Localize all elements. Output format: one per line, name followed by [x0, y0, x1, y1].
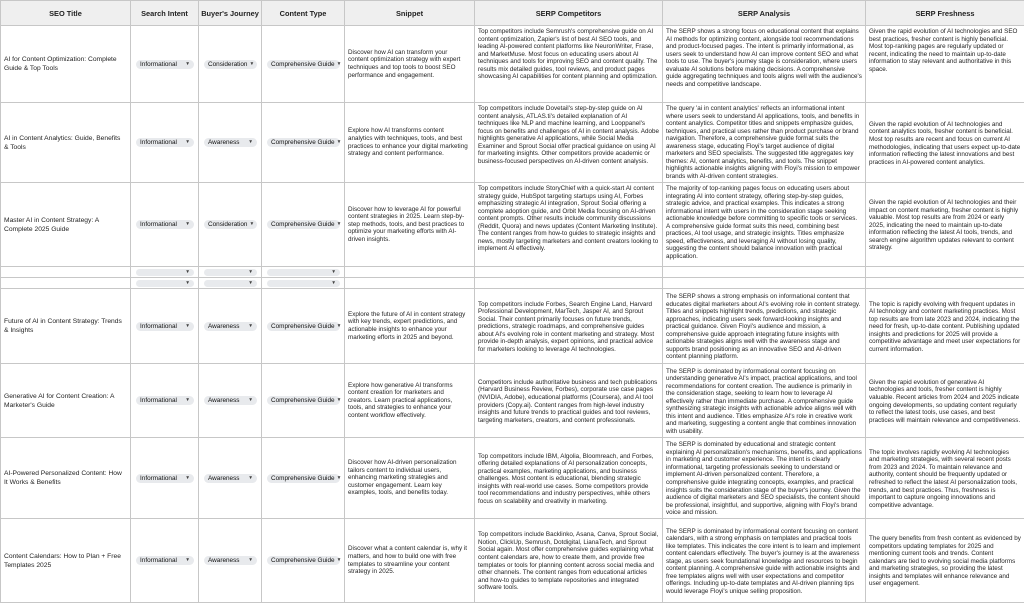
content-type-cell[interactable] [262, 103, 345, 183]
dropdown-value: Comprehensive Guide [271, 396, 335, 405]
dropdown-value: Informational [140, 322, 177, 331]
dropdown-value: Awareness [208, 396, 240, 405]
header-serp-competitors[interactable]: SERP Competitors [475, 1, 663, 26]
empty-cell[interactable] [663, 278, 866, 289]
header-serp-analysis[interactable]: SERP Analysis [663, 1, 866, 26]
serp-freshness-cell[interactable]: The query benefits from fresh content as evidenced by competitors updating templates for 2025 and mentioning current tools and trends. Content calendars are tied to evolving social media platforms and marketing strategies, so providing the latest insights and templates will enhance relevance and user engagement. [866, 519, 1024, 603]
search-intent-dropdown[interactable] [136, 556, 194, 565]
content-type-cell[interactable] [262, 183, 345, 267]
content-type-cell[interactable] [262, 26, 345, 103]
buyers-journey-dropdown[interactable] [204, 556, 257, 565]
search-intent-cell[interactable] [131, 519, 199, 603]
content-type-dropdown[interactable] [267, 138, 340, 147]
serp-analysis-cell[interactable]: The SERP is dominated by informational content focusing on understanding generative AI's impact, practical applications, and tool recommendations for content creation. The audience is primarily in the consideration stage, seeking to learn how to leverage AI effectively rather than immediate purchase. A comprehensive guide synthesizing strategic insights with actionable advice aligns well with this intent and audience. Titles emphasize AI's role in creative work and marketing, suggesting a content angle that combines innovation with usability. [663, 364, 866, 438]
content-type-cell[interactable] [262, 519, 345, 603]
dropdown-arrow-icon: ▼ [185, 396, 190, 405]
snippet-cell[interactable]: Discover how AI-driven personalization tailors content to individual users, enhancing marketing strategies and customer engagement. Learn key examples, tools, and benefits today. [345, 438, 475, 519]
content-type-dropdown[interactable] [267, 220, 340, 229]
serp-analysis-cell[interactable]: The SERP shows a strong emphasis on informational content that educates digital marketers about AI's evolving role in content strategy. Titles and snippets highlight trends, predictions, and strategic approaches, indicating users seek forward-looking insights and practical guidance. Given Floyi's audience and mission, a comprehensive guide approach integrating future insights with actionable strategies aligns well with the awareness stage and supports brand positioning as an innovative SEO and AI-driven content planning platform. [663, 289, 866, 364]
seo-title-cell[interactable]: Generative AI for Content Creation: A Marketer's Guide [1, 364, 131, 438]
dropdown-value: Comprehensive Guide [271, 220, 335, 229]
dropdown-value: Informational [140, 60, 177, 69]
buyers-journey-dropdown[interactable] [204, 60, 257, 69]
content-type-cell[interactable] [262, 364, 345, 438]
seo-title-cell[interactable]: Future of AI in Content Strategy: Trends & Insights [1, 289, 131, 364]
empty-row [1, 278, 1024, 289]
table-row [1, 26, 1024, 103]
header-buyers-journey[interactable]: Buyer's Journey [199, 1, 262, 26]
dropdown-arrow-icon: ▼ [248, 138, 253, 147]
snippet-cell[interactable]: Explore how generative AI transforms content creation for marketers and creators. Learn practical applications, tools, and strategies to enhance your content workflow effectively. [345, 364, 475, 438]
content-type-dropdown[interactable] [267, 269, 340, 276]
dropdown-arrow-icon: ▼ [248, 474, 253, 483]
table-row [1, 289, 1024, 364]
buyers-journey-cell[interactable] [199, 26, 262, 103]
dropdown-arrow-icon: ▼ [248, 556, 253, 565]
dropdown-arrow-icon: ▼ [337, 138, 342, 147]
content-type-dropdown[interactable] [267, 322, 340, 331]
dropdown-value: Informational [140, 220, 177, 229]
dropdown-value: Informational [140, 396, 177, 405]
dropdown-arrow-icon: ▼ [248, 268, 253, 277]
content-type-dropdown[interactable] [267, 280, 340, 287]
content-type-dropdown[interactable] [267, 474, 340, 483]
dropdown-arrow-icon: ▼ [337, 322, 342, 331]
empty-cell[interactable] [866, 278, 1024, 289]
table-row [1, 438, 1024, 519]
buyers-journey-cell[interactable] [199, 103, 262, 183]
dropdown-arrow-icon: ▼ [185, 474, 190, 483]
snippet-cell[interactable]: Explore how AI transforms content analytics with techniques, tools, and best practices to enhance your digital marketing strategy and content performance. [345, 103, 475, 183]
serp-competitors-cell[interactable]: Top competitors include Forbes, Search Engine Land, Harvard Professional Development, MarTech, Jasper AI, and Sprout Social. Their content primarily focuses on future trends, predictions, strategic roadmaps, and comprehensive guides about AI's evolving role in content marketing and strategy. Most provide in-depth analysis, expert opinions, and practical advice for marketers looking to leverage AI technologies. [475, 289, 663, 364]
buyers-journey-cell[interactable] [199, 289, 262, 364]
serp-competitors-cell[interactable]: Top competitors include Semrush's comprehensive guide on AI content optimization, Zapier's list of best AI SEO tools, and leading AI-powered content platforms like NeuronWriter, Frase, and MarketMuse. Most focus on educating users about AI techniques and tools for improving SEO and content quality. The results mix detailed guides, tool reviews, and product pages showcasing AI capabilities for content planning and optimization. [475, 26, 663, 103]
dropdown-value: Informational [140, 474, 177, 483]
dropdown-arrow-icon: ▼ [249, 60, 254, 69]
empty-row [1, 267, 1024, 278]
buyers-journey-dropdown[interactable] [204, 280, 257, 287]
serp-freshness-cell[interactable]: Given the rapid evolution of AI technologies and content analytics tools, fresher content is beneficial. Most top results are recent and focus on current AI methodologies, indicating that users expect up-to-date information reflecting the latest innovations and best practices in AI-powered content analytics. [866, 103, 1024, 183]
dropdown-value: Informational [140, 138, 177, 147]
serp-freshness-cell[interactable]: Given the rapid evolution of AI technologies and SEO best practices, fresher content is highly beneficial. Most top-ranking pages are regularly updated or recent, indicating the need to maintain up-to-date information to stay relevant and authoritative in this space. [866, 26, 1024, 103]
serp-competitors-cell[interactable]: Top competitors include Dovetail's step-by-step guide on AI content analysis, ATLAS.ti's detailed explanation of AI techniques like NLP and machine learning, and Looppanel's focus on benefits and challenges of AI in content analysis. Adobe highlights generative AI applications, while Social Media Examiner and Sprout Social offer practical guidance on using AI for marketing insights. Other competitors provide academic or business-focused perspectives on AI-driven content analysis. [475, 103, 663, 183]
dropdown-arrow-icon: ▼ [337, 396, 342, 405]
content-type-dropdown[interactable] [267, 556, 340, 565]
table-row [1, 183, 1024, 267]
dropdown-arrow-icon: ▼ [337, 220, 342, 229]
dropdown-arrow-icon: ▼ [248, 396, 253, 405]
dropdown-value: Awareness [208, 474, 240, 483]
buyers-journey-cell[interactable] [199, 438, 262, 519]
dropdown-arrow-icon: ▼ [337, 60, 342, 69]
search-intent-cell[interactable] [131, 438, 199, 519]
header-serp-freshness[interactable]: SERP Freshness [866, 1, 1024, 26]
seo-title-cell[interactable]: Content Calendars: How to Plan + Free Templates 2025 [1, 519, 131, 603]
snippet-cell[interactable]: Discover how AI can transform your content optimization strategy with expert techniques and top tools to boost SEO performance and engagement. [345, 26, 475, 103]
table-row [1, 519, 1024, 603]
dropdown-arrow-icon: ▼ [185, 279, 190, 288]
search-intent-dropdown[interactable] [136, 220, 194, 229]
empty-cell[interactable] [663, 267, 866, 278]
dropdown-arrow-icon: ▼ [185, 268, 190, 277]
dropdown-value: Comprehensive Guide [271, 474, 335, 483]
search-intent-dropdown[interactable] [136, 322, 194, 331]
serp-analysis-cell[interactable]: The SERP is dominated by informational content focusing on content calendars, with a strong emphasis on templates and practical tools like templates. This indicates the core intent is to learn and implement content calendars effectively. The buyer's journey is at the awareness stage, as users seek foundational knowledge and resources to begin content planning. A comprehensive guide with actionable insights and free templates aligns well with user expectations and competitor offerings. Including up-to-date templates and AI-driven planning tips would leverage Floyi's unique selling proposition. [663, 519, 866, 603]
serp-analysis-cell[interactable]: The majority of top-ranking pages focus on educating users about integrating AI into content strategy, offering step-by-step guides, strategic advice, and practical examples. This indicates a strong informational intent with users in the consideration stage seeking actionable knowledge before committing to specific tools or services. A comprehensive guide format suits this need, combining best practices, AI tool usage, and strategic insights. Titles emphasize speed, effectiveness, and leveraging AI without losing quality, suggesting the content should balance innovation with practical application. [663, 183, 866, 267]
dropdown-value: Consideration [208, 60, 247, 69]
search-intent-cell[interactable] [131, 267, 199, 278]
buyers-journey-dropdown[interactable] [204, 396, 257, 405]
serp-analysis-cell[interactable]: The SERP shows a strong focus on educational content that explains AI methods for optimizing content, alongside tool recommendations and product-focused pages. The intent is primarily informational, as users seek to understand how AI can improve content SEO and what tools to use. The buyer's journey stage is consideration, where users evaluate AI solutions before making decisions. A comprehensive guide aggregating techniques and tools aligns well with the audience's needs and competitive landscape. [663, 26, 866, 103]
serp-freshness-cell[interactable]: Given the rapid evolution of generative AI technologies and tools, fresher content is highly valuable. Recent articles from 2024 and 2025 indicate ongoing developments, so updating content regularly to reflect the latest tools, use cases, and best practices will maintain relevance and competitiveness. [866, 364, 1024, 438]
search-intent-dropdown[interactable] [136, 60, 194, 69]
content-type-dropdown[interactable] [267, 60, 340, 69]
serp-competitors-cell[interactable]: Top competitors include IBM, Algolia, Bloomreach, and Forbes, offering detailed explanations of AI personalization concepts, practical examples, marketing applications, and business challenges. Most content is educational, blending strategic insights with real-world use cases. Some competitors provide tool recommendations and industry perspectives, while others focus on scalability and creativity in marketing. [475, 438, 663, 519]
buyers-journey-cell[interactable] [199, 183, 262, 267]
dropdown-arrow-icon: ▼ [331, 279, 336, 288]
dropdown-arrow-icon: ▼ [337, 474, 342, 483]
header-search-intent[interactable]: Search Intent [131, 1, 199, 26]
empty-cell[interactable] [1, 267, 131, 278]
empty-cell[interactable] [345, 278, 475, 289]
dropdown-arrow-icon: ▼ [185, 60, 190, 69]
dropdown-arrow-icon: ▼ [249, 220, 254, 229]
header-seo-title[interactable]: SEO Title [1, 1, 131, 26]
search-intent-dropdown[interactable] [136, 396, 194, 405]
buyers-journey-dropdown[interactable] [204, 322, 257, 331]
buyers-journey-dropdown[interactable] [204, 220, 257, 229]
dropdown-value: Awareness [208, 138, 240, 147]
buyers-journey-dropdown[interactable] [204, 269, 257, 276]
seo-title-cell[interactable]: AI-Powered Personalized Content: How It Works & Benefits [1, 438, 131, 519]
snippet-cell[interactable]: Explore the future of AI in content strategy with key trends, expert predictions, and actionable insights to enhance your marketing efforts in 2025 and beyond. [345, 289, 475, 364]
dropdown-value: Informational [140, 556, 177, 565]
search-intent-cell[interactable] [131, 26, 199, 103]
empty-cell[interactable] [475, 267, 663, 278]
dropdown-arrow-icon: ▼ [185, 220, 190, 229]
content-type-cell[interactable] [262, 438, 345, 519]
serp-analysis-cell[interactable]: The query 'ai in content analytics' reflects an informational intent where users seek to understand AI applications, tools, and benefits in content analytics. Competitor titles and snippets emphasize guides, techniques, and practical uses rather than product purchase or brand navigation. Therefore, a comprehensive guide format suits the awareness stage, educating Floyi's target audience of digital marketers and SEO specialists. The suggested title aggregates key themes: AI, content analytics, benefits, and tools. The snippet highlights actionable insights aligning with Floyi's mission to empower brands with AI-driven content strategies. [663, 103, 866, 183]
serp-freshness-cell[interactable]: The topic involves rapidly evolving AI technologies and marketing strategies, with several recent posts from 2023 and 2024. To maintain relevance and authority, content should be frequently updated or refreshed to reflect the latest AI personalization tools, trends, and best practices. Thus, freshness is important to capture ongoing innovations and competitive advantage. [866, 438, 1024, 519]
empty-cell[interactable] [866, 267, 1024, 278]
buyers-journey-cell[interactable] [199, 278, 262, 289]
dropdown-value: Comprehensive Guide [271, 556, 335, 565]
content-type-cell[interactable] [262, 267, 345, 278]
buyers-journey-cell[interactable] [199, 519, 262, 603]
content-type-dropdown[interactable] [267, 396, 340, 405]
dropdown-value: Comprehensive Guide [271, 138, 335, 147]
dropdown-arrow-icon: ▼ [248, 322, 253, 331]
buyers-journey-cell[interactable] [199, 267, 262, 278]
header-row [1, 1, 1024, 26]
seo-title-cell[interactable]: Master AI in Content Strategy: A Complete 2025 Guide [1, 183, 131, 267]
content-type-cell[interactable] [262, 289, 345, 364]
seo-title-cell[interactable]: AI for Content Optimization: Complete Guide & Top Tools [1, 26, 131, 103]
table-row [1, 364, 1024, 438]
empty-cell[interactable] [345, 267, 475, 278]
empty-cell[interactable] [1, 278, 131, 289]
dropdown-arrow-icon: ▼ [248, 279, 253, 288]
serp-competitors-cell[interactable]: Top competitors include StoryChief with a quick-start AI content strategy guide, HubSpot targeting startups using AI, Forbes emphasizing strategic AI integration, Sprout Social offering a complete adoption guide, and Orbit Media focusing on AI-driven content prompts. Other results include community discussions (Reddit, Quora) and news updates (Content Marketing Institute). The content ranges from how-to guides to strategic insights and news, mostly targeting marketers and content creators looking to implement AI effectively. [475, 183, 663, 267]
dropdown-arrow-icon: ▼ [185, 138, 190, 147]
search-intent-cell[interactable] [131, 289, 199, 364]
search-intent-cell[interactable] [131, 278, 199, 289]
dropdown-arrow-icon: ▼ [331, 268, 336, 277]
buyers-journey-dropdown[interactable] [204, 474, 257, 483]
dropdown-value: Awareness [208, 322, 240, 331]
serp-freshness-cell[interactable]: The topic is rapidly evolving with frequent updates in AI technology and content marketing practices. Most top results are from late 2023 and 2024, indicating the need for fresh, up-to-date content. Publishing updated insights and predictions for 2025 will provide a competitive advantage and meet user expectations for current information. [866, 289, 1024, 364]
snippet-cell[interactable]: Discover how to leverage AI for powerful content strategies in 2025. Learn step-by-step methods, tools, and best practices to optimize your marketing efforts with AI-driven insights. [345, 183, 475, 267]
dropdown-value: Awareness [208, 556, 240, 565]
search-intent-dropdown[interactable] [136, 280, 194, 287]
dropdown-arrow-icon: ▼ [337, 556, 342, 565]
buyers-journey-cell[interactable] [199, 364, 262, 438]
content-type-cell[interactable] [262, 278, 345, 289]
search-intent-cell[interactable] [131, 364, 199, 438]
serp-analysis-cell[interactable]: The SERP is dominated by educational and strategic content explaining AI personalization's mechanisms, benefits, and applications in marketing and customer experience. The intent is clearly informational, targeting professionals seeking to understand or implement AI-driven personalized content. Therefore, a comprehensive guide integrating concepts, examples, and practical insights suits the consideration stage of the buyer's journey. Given the audience of digital marketers and SEO specialists, the content should be professional, insightful, and supportive, aligning with Floyi's brand voice and mission. [663, 438, 866, 519]
search-intent-cell[interactable] [131, 183, 199, 267]
serp-competitors-cell[interactable]: Top competitors include Backlinko, Asana, Canva, Sprout Social, Notion, ClickUp, Semrush, Dotdigital, LianaTech, and Sprout Social again. Most offer comprehensive guides explaining what content calendars are, how to create them, and provide free templates or tools for planning content across social media and other channels. The content ranges from educational articles and how-to guides to template repositories and integrated software tools. [475, 519, 663, 603]
dropdown-arrow-icon: ▼ [185, 556, 190, 565]
dropdown-value: Comprehensive Guide [271, 322, 335, 331]
header-snippet[interactable]: Snippet [345, 1, 475, 26]
search-intent-dropdown[interactable] [136, 474, 194, 483]
search-intent-dropdown[interactable] [136, 138, 194, 147]
dropdown-value: Comprehensive Guide [271, 60, 335, 69]
empty-cell[interactable] [475, 278, 663, 289]
dropdown-arrow-icon: ▼ [185, 322, 190, 331]
table-row [1, 103, 1024, 183]
search-intent-cell[interactable] [131, 103, 199, 183]
serp-competitors-cell[interactable]: Competitors include authoritative business and tech publications (Harvard Business Review, Forbes), corporate use case pages (NVIDIA, Adobe), educational platforms (Coursera), and AI tool providers (Copy.ai). Content ranges from high-level industry insights and future trends to practical guides and tool reviews, targeting marketers, creators, and content professionals. [475, 364, 663, 438]
dropdown-value: Consideration [208, 220, 247, 229]
serp-freshness-cell[interactable]: Given the rapid evolution of AI technologies and their impact on content marketing, fresher content is highly valuable. Most top results are from 2024 or early 2025, indicating the need to maintain up-to-date information reflecting the latest AI tools, trends, and search engine algorithm updates relevant to content strategy. [866, 183, 1024, 267]
search-intent-dropdown[interactable] [136, 269, 194, 276]
header-content-type[interactable]: Content Type [262, 1, 345, 26]
seo-title-cell[interactable]: AI in Content Analytics: Guide, Benefits & Tools [1, 103, 131, 183]
snippet-cell[interactable]: Discover what a content calendar is, why it matters, and how to build one with free templates to streamline your content strategy in 2025. [345, 519, 475, 603]
buyers-journey-dropdown[interactable] [204, 138, 257, 147]
